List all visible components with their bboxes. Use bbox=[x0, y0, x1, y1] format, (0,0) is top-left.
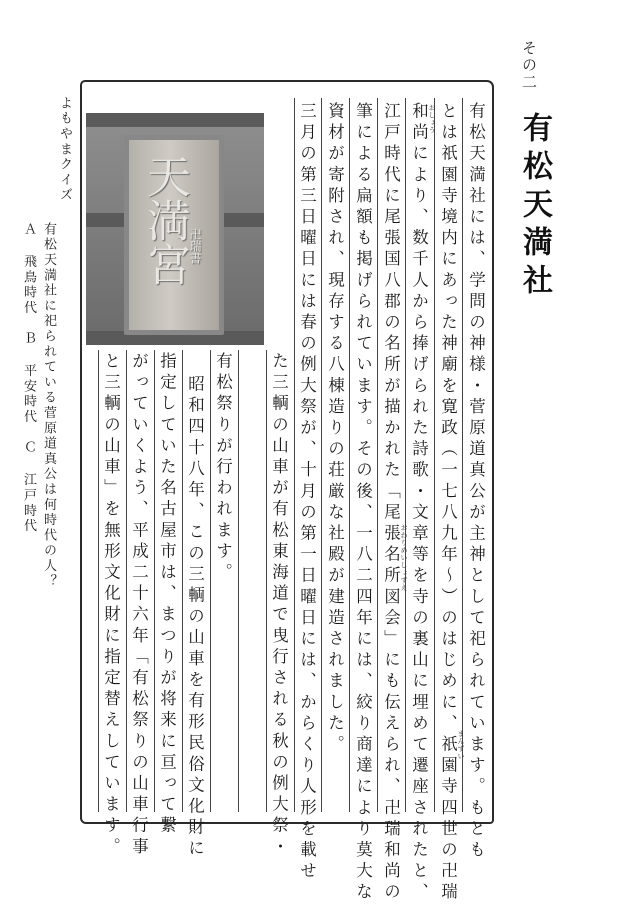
body-text-column: とは祇園寺境内にあった神廟を寛政（一七八九年〜）のはじめに、祇園寺四世の卍瑞 bbox=[438, 102, 458, 904]
column-rule bbox=[462, 98, 463, 812]
shrine-plaque-photo bbox=[86, 113, 264, 345]
column-rule bbox=[294, 98, 295, 812]
body-text-column: 和尚により、数千人から捧げられた詩歌・文章等を寺の裏山に埋めて遷座されたと、 bbox=[409, 102, 429, 904]
body-text-column: 江戸時代に尾張国八郡の名所が描かれた「尾張名所図会」にも伝えられ、卍瑞和尚の bbox=[381, 102, 401, 904]
body-text-column: た三輌の山車が有松東海道で曳行される秋の例大祭・ bbox=[269, 352, 289, 859]
column-rule bbox=[182, 350, 183, 812]
plaque-signature: 卍瑞書 bbox=[188, 228, 202, 264]
body-text-column: 有松祭りが行われます。 bbox=[213, 352, 233, 585]
column-rule bbox=[321, 98, 322, 812]
column-rule bbox=[126, 350, 127, 812]
column-rule bbox=[434, 98, 435, 812]
quiz-options: Ａ 飛鳥時代 Ｂ 平安時代 Ｃ 江戸時代 bbox=[21, 222, 36, 534]
column-rule bbox=[210, 350, 211, 812]
body-text-column: 指定していた名古屋市は、まつりが将来に亘って繋 bbox=[157, 352, 177, 838]
body-text-column: 資材が寄附され、現存する八棟造りの荘厳な社殿が建造されました。 bbox=[325, 102, 345, 757]
quiz-question: 有松天満社に祀られている菅原道真公は何時代の人？ bbox=[41, 222, 56, 590]
plaque-inscription: 天満宮 bbox=[139, 154, 190, 286]
body-text-column: 三月の第三日曜日には春の例大祭が、十月の第一日曜日には、からくり人形を載せ bbox=[297, 102, 317, 883]
column-rule bbox=[238, 350, 239, 812]
column-rule bbox=[405, 98, 406, 812]
furigana: おわりめいしょずえ bbox=[400, 524, 408, 592]
furigana: まんずい bbox=[457, 730, 465, 760]
column-rule bbox=[349, 98, 350, 812]
furigana: おしょう bbox=[428, 104, 436, 134]
column-rule bbox=[98, 350, 99, 812]
body-text-column: 有松天満社には、学問の神様・菅原道真公が主神として祀られています。もとも bbox=[466, 102, 486, 862]
body-text-column: がっていくよう、平成二十六年「有松祭りの山車行事 bbox=[129, 352, 149, 859]
column-rule bbox=[377, 98, 378, 812]
body-text-column: 昭和四十八年、この三輌の山車を有形民俗文化財に bbox=[185, 375, 205, 861]
body-text-column: と三輌の山車」を無形文化財に指定替えしています。 bbox=[101, 352, 121, 859]
column-rule bbox=[154, 350, 155, 812]
body-text-column: 筆による扁額も掲げられています。その後、一八二四年には、絞り商達により莫大な bbox=[353, 102, 373, 904]
column-rule bbox=[266, 350, 267, 812]
wooden-plaque bbox=[124, 135, 224, 335]
article-title: 有松天満社 bbox=[517, 112, 552, 302]
quiz-heading: よもやまクイズ bbox=[57, 96, 72, 204]
series-label: その二 bbox=[520, 40, 538, 91]
